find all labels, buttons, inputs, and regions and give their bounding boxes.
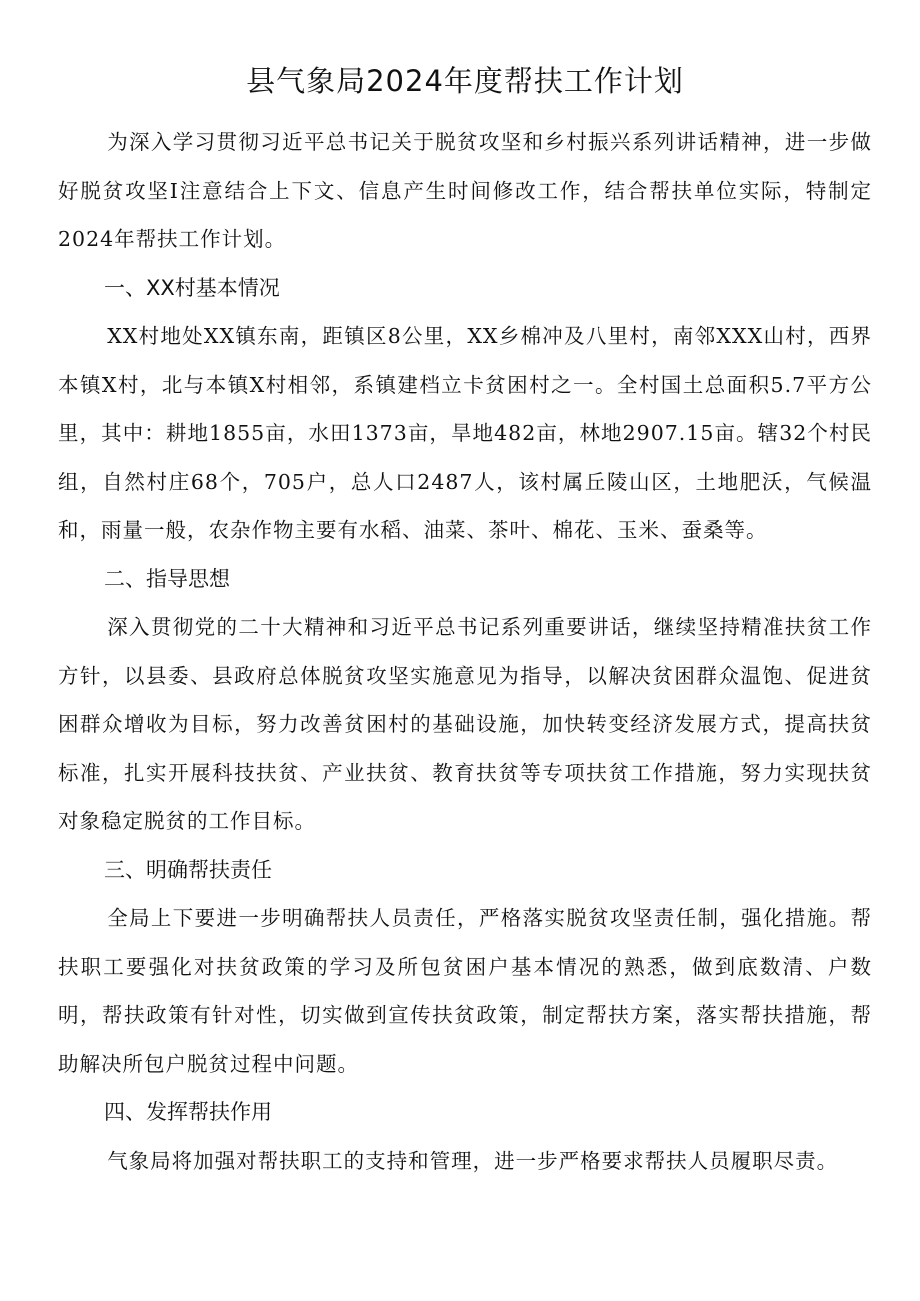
document-title: 县气象局2024年度帮扶工作计划 <box>246 64 684 98</box>
section-heading-role: 四、发挥帮扶作用 <box>104 1100 272 1124</box>
section-body-responsibility: 全局上下要进一步明确帮扶人员责任，严格落实脱贫攻坚责任制，强化措施。帮扶职工要强化对扶贫政策的学习及所包贫困户基本情况的熟悉，做到底数清、户数明，帮扶政策有针对性，切实做到宣传扶贫政策，制定帮扶方案，落实帮扶措施，帮助解决所包户脱贫过程中问题。 <box>58 906 872 1076</box>
section-body-basic-info: XX村地处XX镇东南，距镇区8公里，XX乡棉冲及八里村，南邻XXX山村，西界本镇X村，北与本镇X村相邻，系镇建档立卡贫困村之一。全村国土总面积5.7平方公里，其中：耕地1855亩，水田1373亩，旱地482亩，林地2907.15亩。辖32个村民组，自然村庄68个，705户，总人口2487人，该村属丘陵山区，土地肥沃，气候温和，雨量一般，农杂作物主要有水稻、油菜、茶叶、棉花、玉米、蚕桑等。 <box>58 324 872 542</box>
section-heading-responsibility: 三、明确帮扶责任 <box>104 857 272 882</box>
section-body-role: 气象局将加强对帮扶职工的支持和管理，进一步严格要求帮扶人员履职尽责。 <box>107 1148 839 1173</box>
section-heading-guiding-ideology: 二、指导思想 <box>104 566 230 591</box>
section-body-guiding-ideology: 深入贯彻党的二十大精神和习近平总书记系列重要讲话，继续坚持精准扶贫工作方针，以县委、县政府总体脱贫攻坚实施意见为指导，以解决贫困群众温饱、促进贫困群众增收为目标，努力改善贫困村的基础设施，加快转变经济发展方式，提高扶贫标准，扎实开展科技扶贫、产业扶贫、教育扶贫等专项扶贫工作措施，努力实现扶贫对象稳定脱贫的工作目标。 <box>58 615 872 833</box>
section-heading-basic-info: 一、XX村基本情况 <box>104 275 280 300</box>
intro-paragraph: 为深入学习贯彻习近平总书记关于脱贫攻坚和乡村振兴系列讲话精神，进一步做好脱贫攻坚I注意结合上下文、信息产生时间修改工作，结合帮扶单位实际，特制定2024年帮扶工作计划。 <box>58 130 872 251</box>
